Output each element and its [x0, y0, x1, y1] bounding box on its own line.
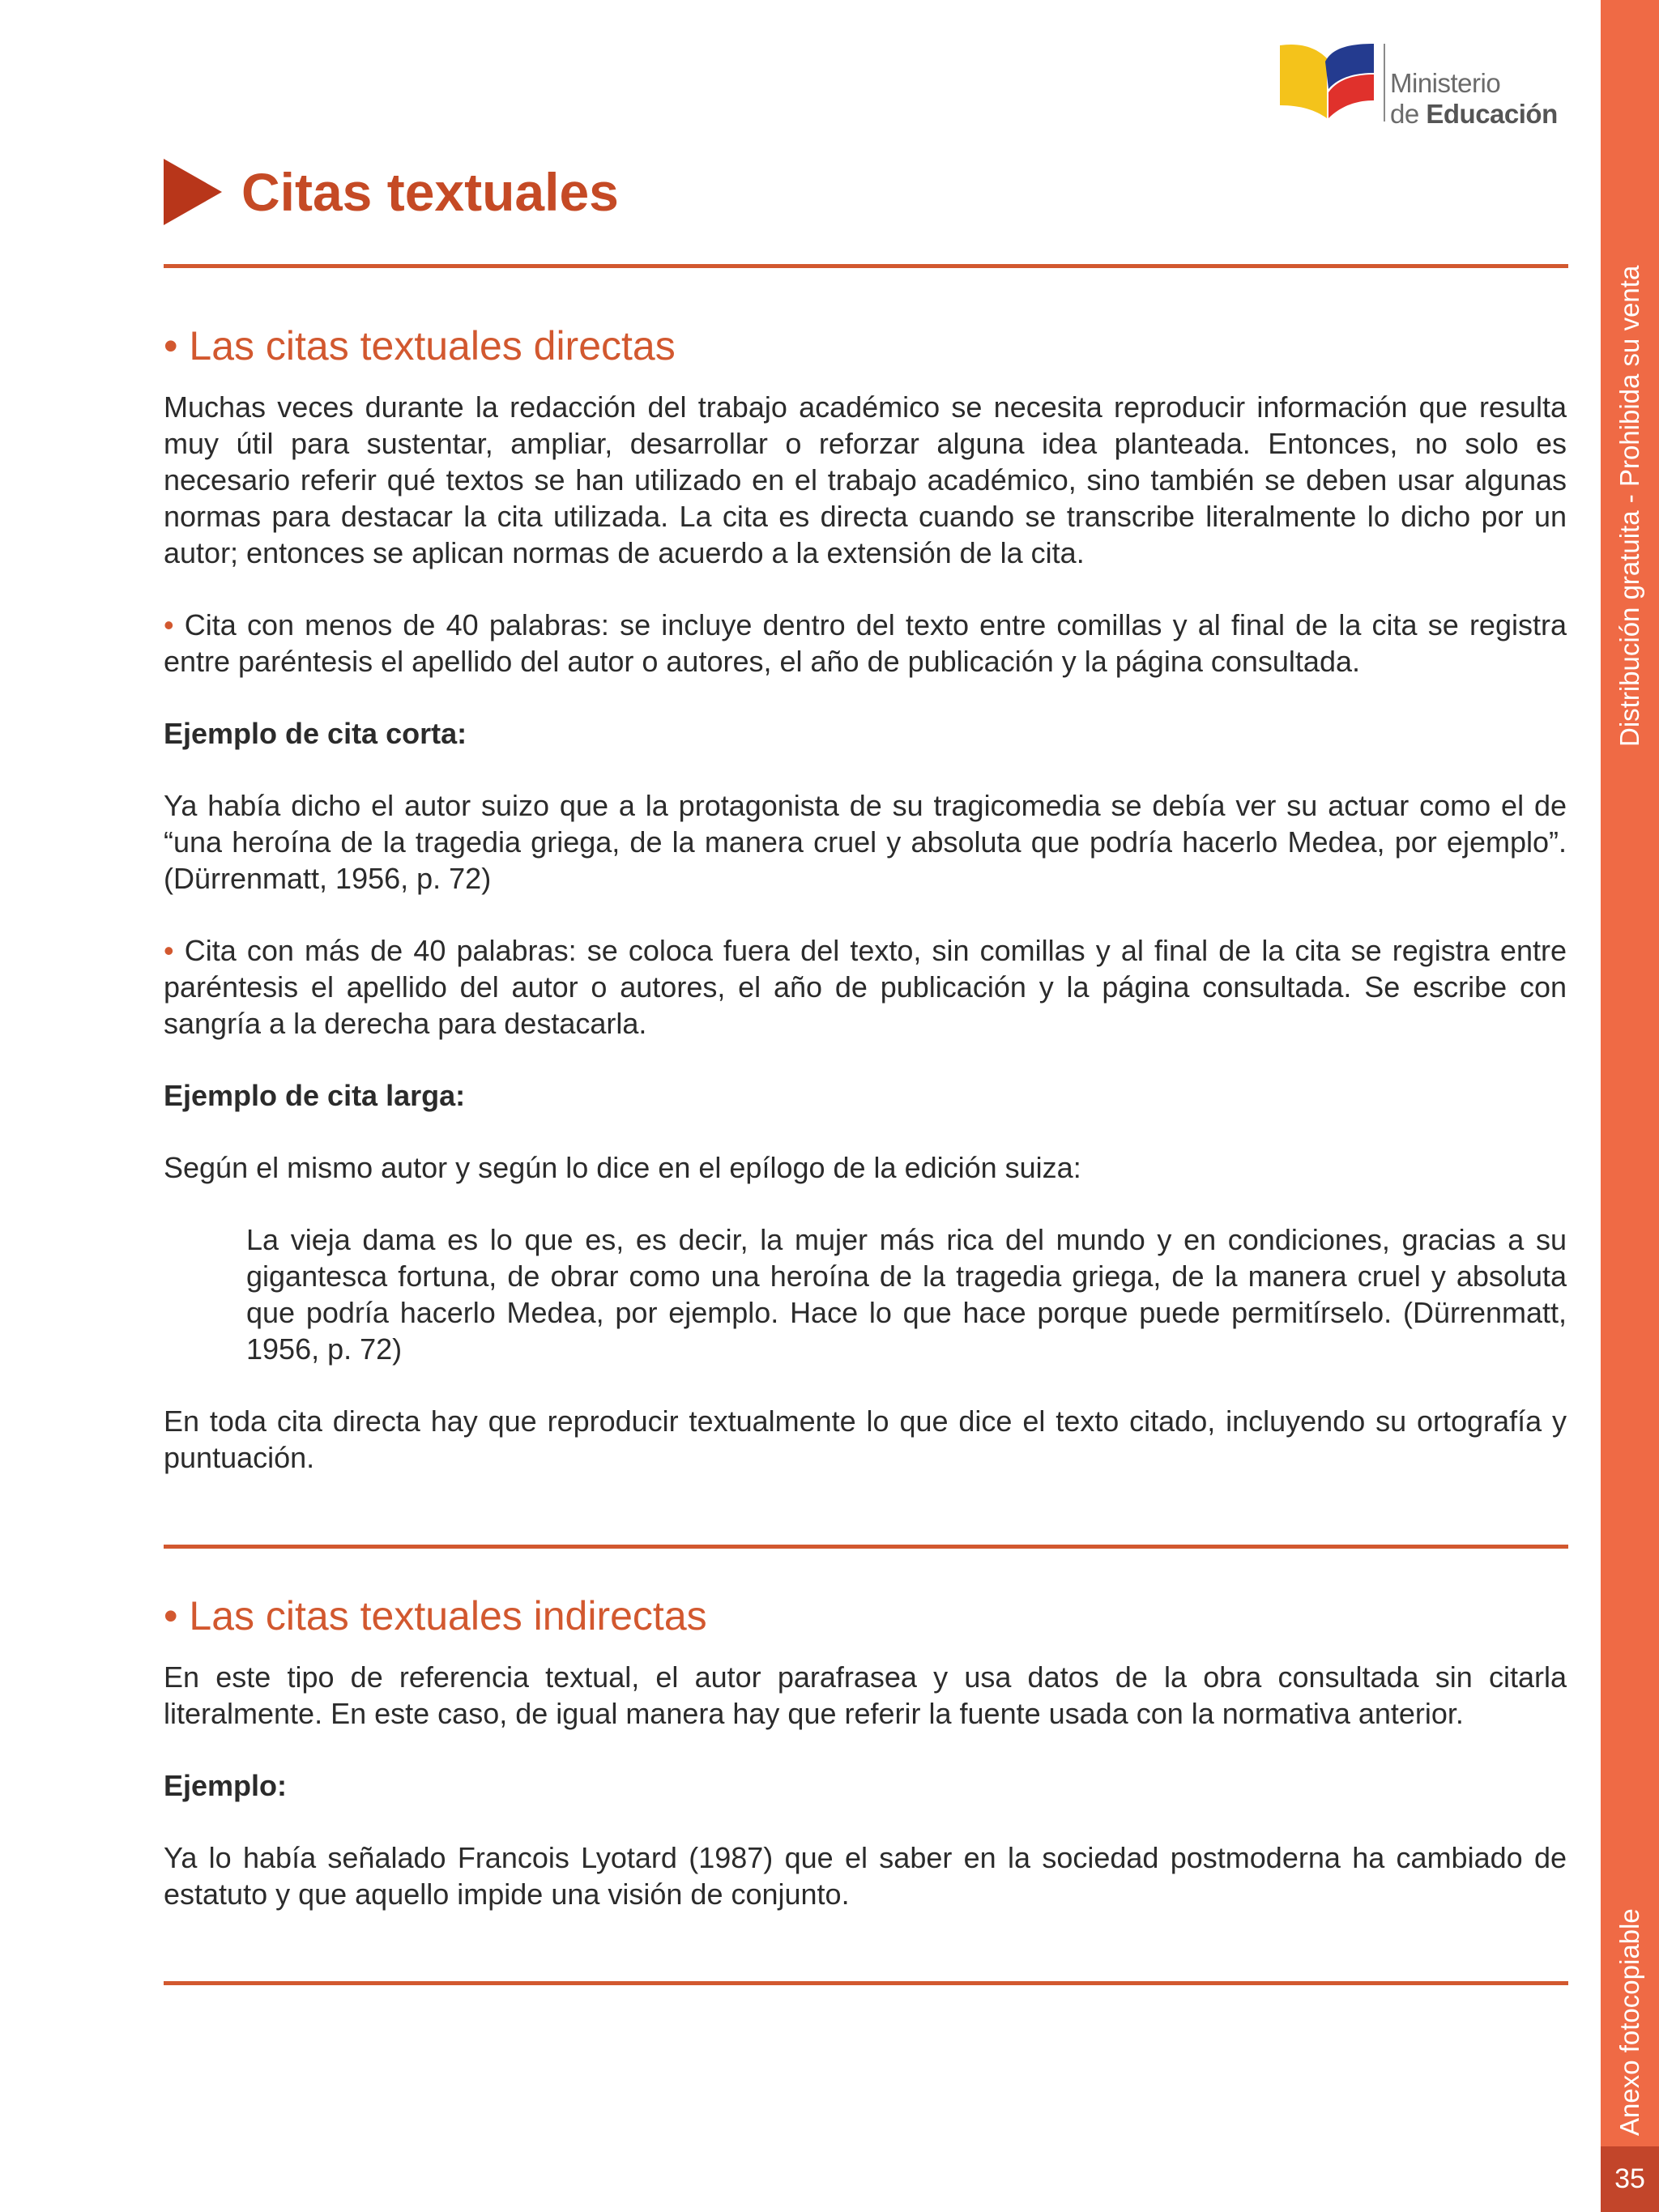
logo-line2	[1390, 99, 1558, 130]
long-quote-rule	[164, 932, 1567, 1042]
page-number: 35	[1601, 2146, 1659, 2212]
bullet-icon: •	[164, 608, 174, 641]
bullet-icon: •	[164, 323, 178, 369]
bullet-icon: •	[164, 1593, 178, 1639]
logo-line2-prefix: de	[1390, 99, 1427, 129]
logo-text	[1390, 68, 1558, 130]
title-arrow-icon	[164, 159, 222, 225]
direct-intro-paragraph: Muchas veces durante la redacción del trabajo académico se necesita reproducir información que resulta muy útil para sustentar, ampliar, desarrollar o reforzar alguna idea planteada. Entonces, no solo es necesario referir qué textos se han utilizado en el trabajo académico, sino también se deben usar algunas normas para destacar la cita utilizada. La cita es directa cuando se transcribe literalmente lo dicho por un autor; entonces se aplican normas de acuerdo a la extensión de la cita.	[164, 390, 1567, 569]
short-quote-rule-text: Cita con menos de 40 palabras: se incluye dentro del texto entre comillas y al final de la cita se registra entre paréntesis el apellido del autor o autores, el año de publicación y la página consultada.	[164, 608, 1567, 678]
logo-line2-bold: Educación	[1426, 99, 1558, 129]
long-example-label: Ejemplo de cita larga:	[164, 1079, 466, 1112]
page-title: Citas textuales	[241, 162, 619, 222]
long-quote-rule-text: Cita con más de 40 palabras: se coloca fuera del texto, sin comillas y al final de la cita se registra entre paréntesis el apellido del autor o autores, el año de publicación y la página consultada. Se escribe con sangría a la derecha para destacarla.	[164, 934, 1567, 1040]
bullet-icon: •	[164, 934, 174, 967]
logo-line1: Ministerio	[1390, 68, 1501, 98]
block-quote: La vieja dama es lo que es, es decir, la mujer más rica del mundo y en condiciones, gracias a su gigantesca fortuna, de obrar como una heroína de la tragedia griega, de la manera cruel y absoluta que podría hacerlo Medea, por ejemplo. Hace lo que hace porque puede permitírselo. (Dürrenmatt, 1956, p. 72)	[246, 1223, 1567, 1366]
section-direct-quotes	[164, 321, 1567, 1476]
bottom-divider	[164, 1981, 1568, 1985]
section-heading-direct	[164, 321, 1567, 371]
direct-closing-paragraph: En toda cita directa hay que reproducir textualmente lo que dice el texto citado, incluyendo su ortografía y puntuación.	[164, 1404, 1567, 1474]
short-example-label: Ejemplo de cita corta:	[164, 717, 467, 750]
section-indirect-quotes	[164, 1591, 1567, 1912]
indirect-example-text: Ya lo había señalado Francois Lyotard (1987) que el saber en la sociedad postmoderna ha cambiado de estatuto y que aquello impide una visión de conjunto.	[164, 1841, 1567, 1911]
side-label-annex: Anexo fotocopiable	[1614, 1908, 1644, 2136]
section-heading-indirect-text: Las citas textuales indirectas	[189, 1593, 707, 1639]
title-divider	[164, 264, 1568, 268]
side-label-distribution: Distribución gratuita - Prohibida su venta	[1614, 265, 1644, 747]
logo-divider	[1384, 44, 1385, 121]
short-example-text: Ya había dicho el autor suizo que a la protagonista de su tragicomedia se debía ver su actuar como el de “una heroína de la tragedia griega, de la manera cruel y absoluta que podría hacerlo Medea, por ejemplo”. (Dürrenmatt, 1956, p. 72)	[164, 789, 1567, 895]
indirect-example-label: Ejemplo:	[164, 1769, 288, 1802]
section-heading-direct-text: Las citas textuales directas	[189, 323, 676, 369]
short-quote-rule	[164, 607, 1567, 680]
section-divider	[164, 1545, 1568, 1549]
long-example-lead: Según el mismo autor y según lo dice en el epílogo de la edición suiza:	[164, 1151, 1081, 1184]
indirect-intro-paragraph: En este tipo de referencia textual, el autor parafrasea y usa datos de la obra consultada sin citarla literalmente. En este caso, de igual manera hay que referir la fuente usada con la normativa anterior.	[164, 1660, 1567, 1730]
logo-yellow-shape	[1280, 45, 1327, 118]
section-heading-indirect	[164, 1591, 1567, 1641]
